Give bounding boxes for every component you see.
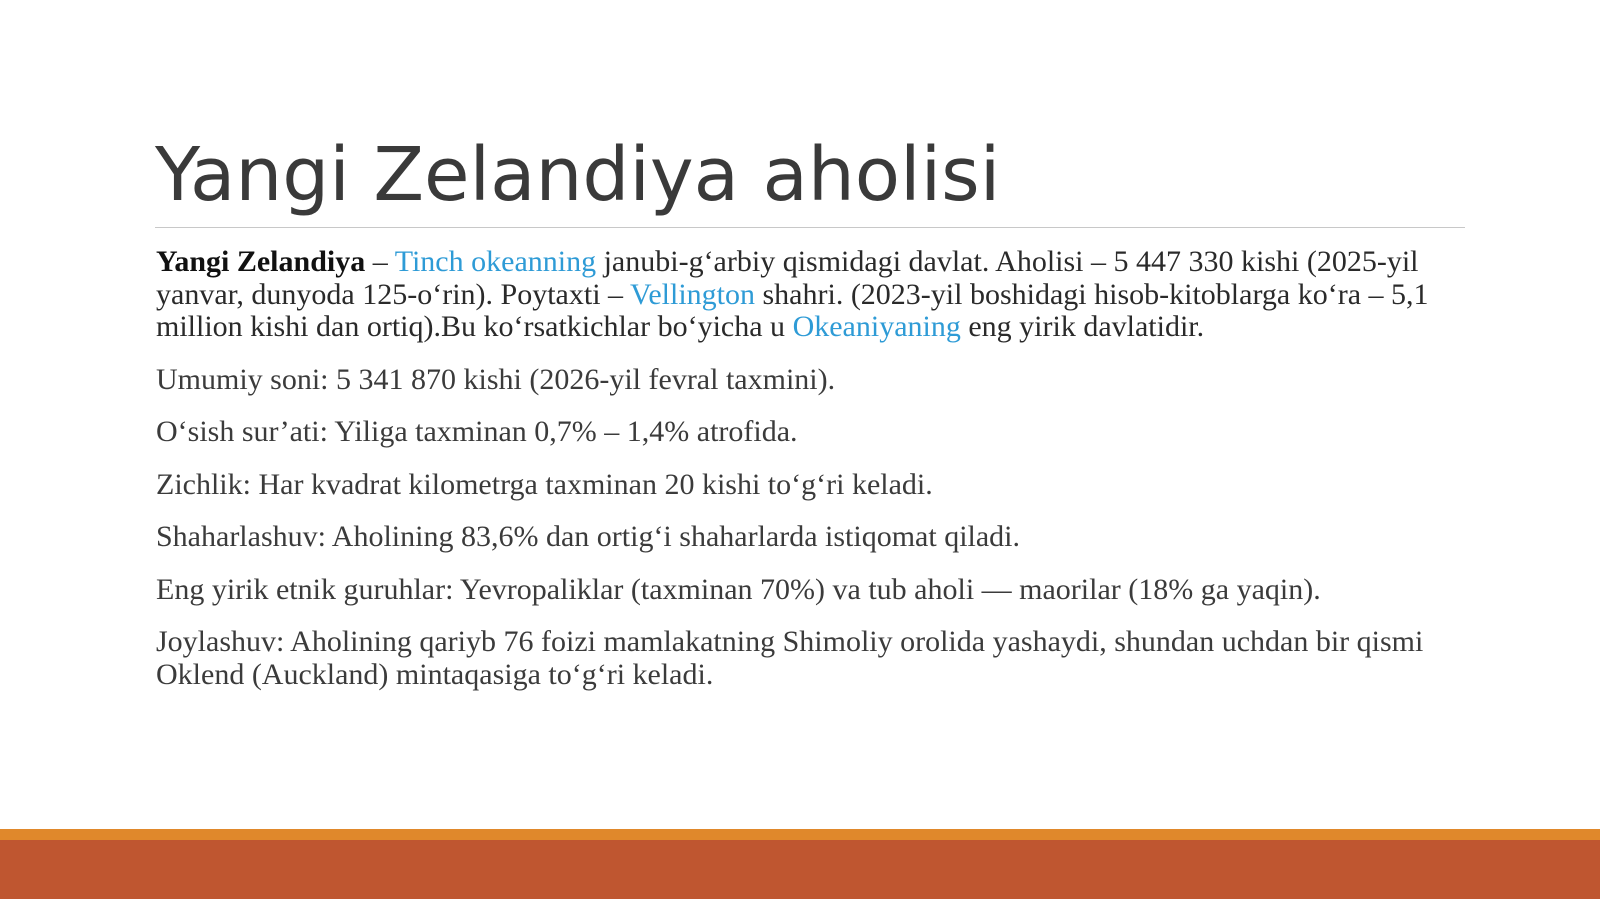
- fact-urbanization: Shaharlashuv: Aholining 83,6% dan ortig‘i shaharlarda istiqomat qiladi.: [156, 520, 1021, 553]
- link-tinch-okeanning[interactable]: Tinch okeanning: [394, 245, 597, 278]
- fact-total-population: Umumiy soni: 5 341 870 kishi (2026-yil fevral taxmini).: [156, 362, 836, 396]
- footer-accent-bar: [0, 840, 1600, 899]
- intro-text-3: eng yirik davlatidir.: [960, 310, 1205, 343]
- intro-bold-term: Yangi Zelandiya: [156, 245, 366, 278]
- fact-growth-rate: O‘sish sur’ati: Yiliga taxminan 0,7% – 1,4% atrofida.: [156, 415, 798, 448]
- fact-distribution: Joylashuv: Aholining qariyb 76 foizi mamlakatning Shimoliy orolida yashaydi, shundan uchdan bir qismi Oklend (Auckland) mintaqasiga to‘g‘ri keladi.: [156, 625, 1424, 691]
- link-okeaniyaning[interactable]: Okeaniyaning: [792, 310, 961, 343]
- slide-body: [156, 246, 1456, 711]
- fact-ethnic-groups: Eng yirik etnik guruhlar: Yevropaliklar (taxminan 70%) va tub aholi — maorilar (18% ga yaqin).: [156, 572, 1321, 606]
- intro-dash: –: [365, 245, 395, 278]
- title-divider: [155, 227, 1465, 228]
- intro-text-1: janubi-g‘arbiy qismidagi davlat. Aholisi – 5 447 330 kishi (2025-yil yanvar, dunyoda 125-o‘rin). Poytaxti –: [156, 245, 1419, 311]
- intro-text-2: shahri. (2023-yil boshidagi hisob-kitoblarga ko‘ra – 5,1 million kishi dan ortiq).Bu ko‘rsatkichlar bo‘yicha u: [156, 277, 1429, 343]
- footer-accent-stripe: [0, 829, 1600, 840]
- intro-paragraph: [156, 246, 1456, 344]
- slide-title: Yangi Zelandiya aholisi: [155, 132, 1001, 218]
- link-vellington[interactable]: Vellington: [630, 277, 755, 311]
- fact-density: Zichlik: Har kvadrat kilometrga taxminan 20 kishi to‘g‘ri keladi.: [156, 467, 933, 501]
